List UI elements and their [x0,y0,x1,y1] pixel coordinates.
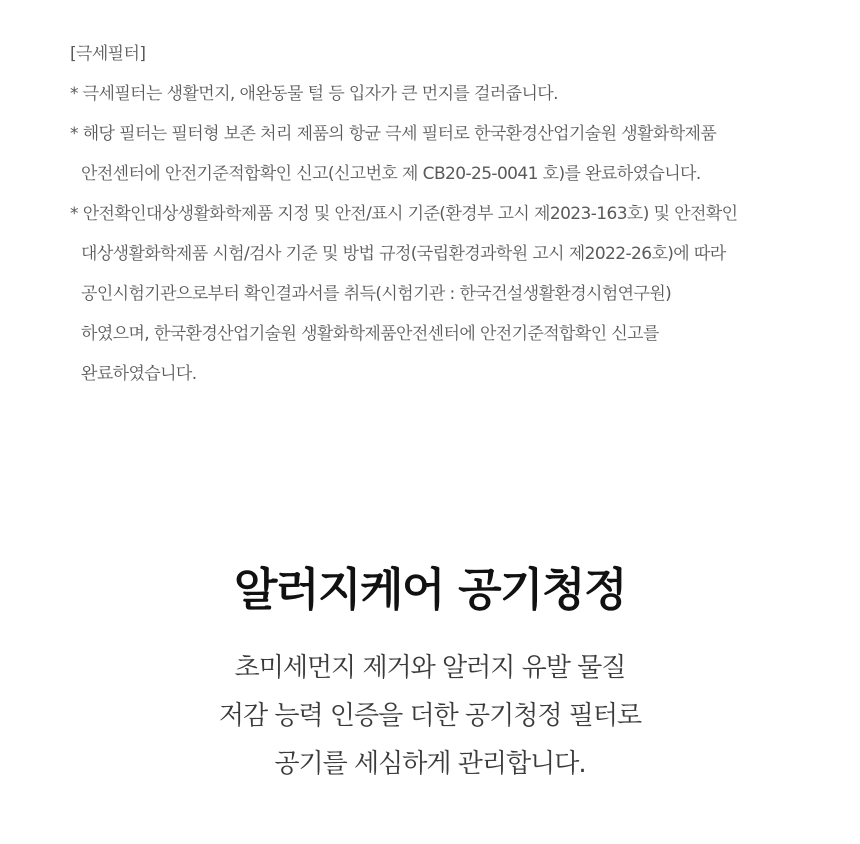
note-line: 완료하였습니다. [81,364,197,384]
hero-description [0,646,860,790]
note-line: 대상생활화학제품 시험/검사 기준 및 방법 규정(국립환경과학원 고시 제2022-26호)에 따라 [81,244,726,264]
hero-line: 저감 능력 인증을 더한 공기청정 필터로 [218,701,642,731]
note-line: 하였으며, 한국환경산업기술원 생활화학제품안전센터에 안전기준적합확인 신고를 [81,324,659,344]
hero-line: 공기를 세심하게 관리합니다. [274,749,586,779]
note-line: 안전센터에 안전기준적합확인 신고(신고번호 제 CB20-25-0041 호)를 완료하였습니다. [81,164,701,184]
note-line: 공인시험기관으로부터 확인결과서를 취득(시험기관 : 한국건설생활환경시험연구원) [81,284,672,304]
note-line: * 극세필터는 생활먼지, 애완동물 털 등 입자가 큰 먼지를 걸러줍니다. [70,84,558,104]
hero-title: 알러지케어 공기청정 [234,563,626,616]
note-line: * 안전확인대상생활화학제품 지정 및 안전/표시 기준(환경부 고시 제2023-163호) 및 안전확인 [70,204,738,224]
filter-notes [70,40,790,400]
note-line: * 해당 필터는 필터형 보존 처리 제품의 항균 극세 필터로 한국환경산업기술원 생활화학제품 [70,124,717,144]
notes-heading: [극세필터] [70,44,146,64]
hero-line: 초미세먼지 제거와 알러지 유발 물질 [234,653,626,683]
